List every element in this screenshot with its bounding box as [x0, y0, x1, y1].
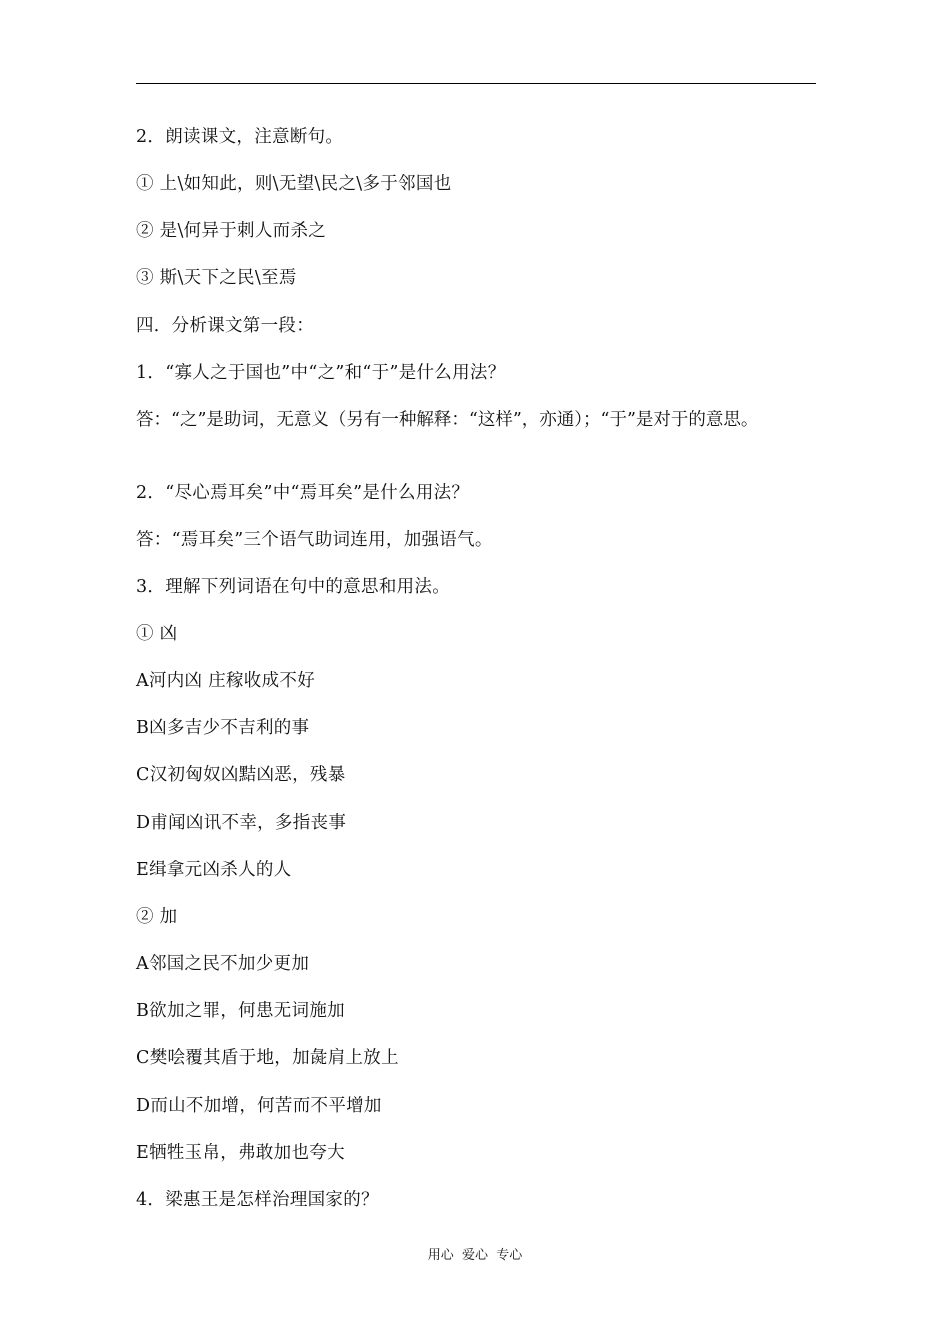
text-line: ① 凶: [136, 624, 178, 644]
text-line: A河内凶 庄稼收成不好: [136, 671, 315, 691]
text-line: D而山不加增，何苦而不平增加: [136, 1096, 382, 1116]
question-line: 2．“尽心焉耳矣”中“焉耳矣”是什么用法？: [136, 483, 470, 503]
header-rule: [136, 83, 816, 84]
text-line: E牺牲玉帛，弗敢加也夸大: [136, 1143, 345, 1163]
text-line: 2．朗读课文，注意断句。: [136, 127, 344, 147]
text-line: ③ 斯\天下之民\至焉: [136, 268, 297, 288]
answer-line: 答：“之”是助词，无意义（另有一种解释：“这样”，亦通）；“于”是对于的意思。: [136, 410, 759, 430]
question-line: 3．理解下列词语在句中的意思和用法。: [136, 577, 451, 597]
text-line: ② 是\何异于刺人而杀之: [136, 221, 327, 241]
text-line: D甫闻凶讯不幸，多指丧事: [136, 813, 347, 833]
question-line: 4．梁惠王是怎样治理国家的？: [136, 1190, 379, 1210]
text-line: A邻国之民不加少更加: [136, 954, 310, 974]
text-line: C汉初匈奴凶黠凶恶，残暴: [136, 765, 346, 785]
section-heading: 四．分析课文第一段：: [136, 316, 314, 336]
answer-line: 答：“焉耳矣”三个语气助词连用，加强语气。: [136, 530, 493, 550]
text-line: ① 上\如知此，则\无望\民之\多于邻国也: [136, 174, 452, 194]
text-line: E缉拿元凶杀人的人: [136, 860, 292, 880]
text-line: ② 加: [136, 907, 178, 927]
text-line: B凶多吉少不吉利的事: [136, 718, 310, 738]
text-line: B欲加之罪，何患无词施加: [136, 1001, 345, 1021]
text-line: C樊哙覆其盾于地，加彘肩上放上: [136, 1048, 399, 1068]
question-line: 1．“寡人之于国也”中“之”和“于”是什么用法？: [136, 363, 506, 383]
page-footer: 用心 爱心 专心: [427, 1248, 523, 1263]
